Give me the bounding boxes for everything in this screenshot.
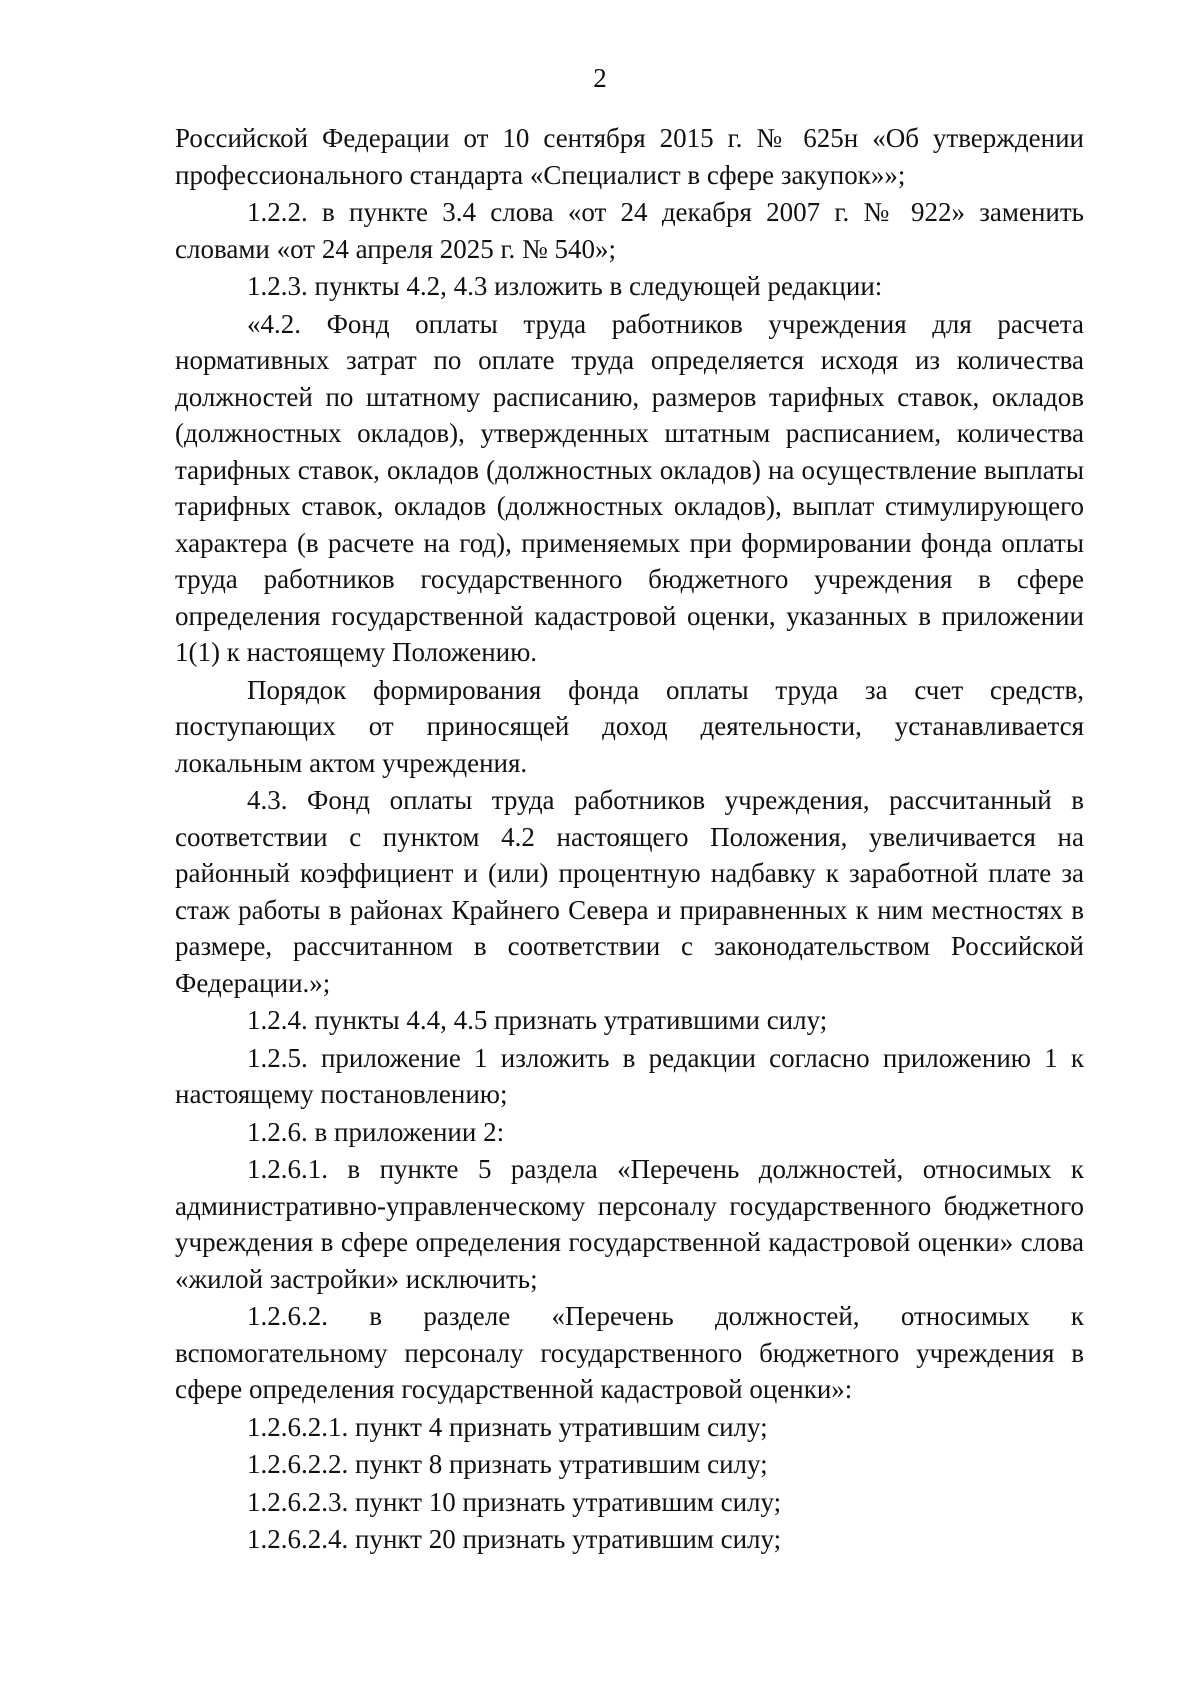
document-body <box>175 120 1084 1558</box>
paragraph-fund-procedure: Порядок формирования фонда оплаты труда за счет средств, поступающих от приносящей доход деятельности, устанавливается локальным актом учреждения. <box>175 674 1084 778</box>
paragraph-item-1-2-4: 1.2.4. пункты 4.4, 4.5 признать утратившими силу; <box>247 1005 828 1035</box>
paragraph-item-1-2-6-2-3: 1.2.6.2.3. пункт 10 признать утратившим силу; <box>247 1486 782 1517</box>
paragraph-item-1-2-6-2-4: 1.2.6.2.4. пункт 20 признать утратившим силу; <box>247 1524 782 1554</box>
paragraph-continuation: Российской Федерации от 10 сентября 2015 г. № 625н «Об утверждении профессионального стандарта «Специалист в сфере закупок»»; <box>175 123 1084 190</box>
paragraph-item-1-2-2: 1.2.2. в пункте 3.4 слова «от 24 декабря 2007 г. № 922» заменить словами «от 24 апреля 2025 г. № 540»; <box>175 197 1084 264</box>
paragraph-item-1-2-6: 1.2.6. в приложении 2: <box>247 1116 505 1147</box>
paragraph-item-1-2-3: 1.2.3. пункты 4.2, 4.3 изложить в следующей редакции: <box>247 271 883 301</box>
paragraph-clause-4-3: 4.3. Фонд оплаты труда работников учреждения, рассчитанный в соответствии с пунктом 4.2 настоящего Положения, увеличивается на районный коэффициент и (или) процентную надбавку к заработной плате за стаж работы в районах Крайнего Севера и приравненных к ним местностях в размере, рассчитанном в соответствии с законодательством Российской Федерации.»; <box>175 785 1084 998</box>
paragraph-clause-4-2: «4.2. Фонд оплаты труда работников учреждения для расчета нормативных затрат по оплате труда определяется исходя из количества должностей по штатному расписанию, размеров тарифных ставок, окладов (должностных окладов), утвержденных штатным расписанием, количества тарифных ставок, окладов (должностных окладов) на осуществление выплаты тарифных ставок, окладов (должностных окладов), выплат стимулирующего характера (в расчете на год), применяемых при формировании фонда оплаты труда работников государственного бюджетного учреждения в сфере определения государственной кадастровой оценки, указанных в приложении 1(1) к настоящему Положению. <box>175 308 1084 667</box>
paragraph-item-1-2-6-2-2: 1.2.6.2.2. пункт 8 признать утратившим силу; <box>247 1449 768 1479</box>
paragraph-item-1-2-6-2: 1.2.6.2. в разделе «Перечень должностей, относимых к вспомогательному персоналу государственного бюджетного учреждения в сфере определения государственной кадастровой оценки»: <box>175 1301 1084 1404</box>
paragraph-item-1-2-5: 1.2.5. приложение 1 изложить в редакции согласно приложению 1 к настоящему постановлению; <box>175 1042 1084 1109</box>
paragraph-item-1-2-6-1: 1.2.6.1. в пункте 5 раздела «Перечень должностей, относимых к административно-управленческому персоналу государственного бюджетного учреждения в сфере определения государственной кадастровой оценки» слова «жилой застройки» исключить; <box>175 1154 1084 1294</box>
paragraph-item-1-2-6-2-1: 1.2.6.2.1. пункт 4 признать утратившим силу; <box>247 1411 768 1442</box>
page-number: 2 <box>593 63 607 93</box>
